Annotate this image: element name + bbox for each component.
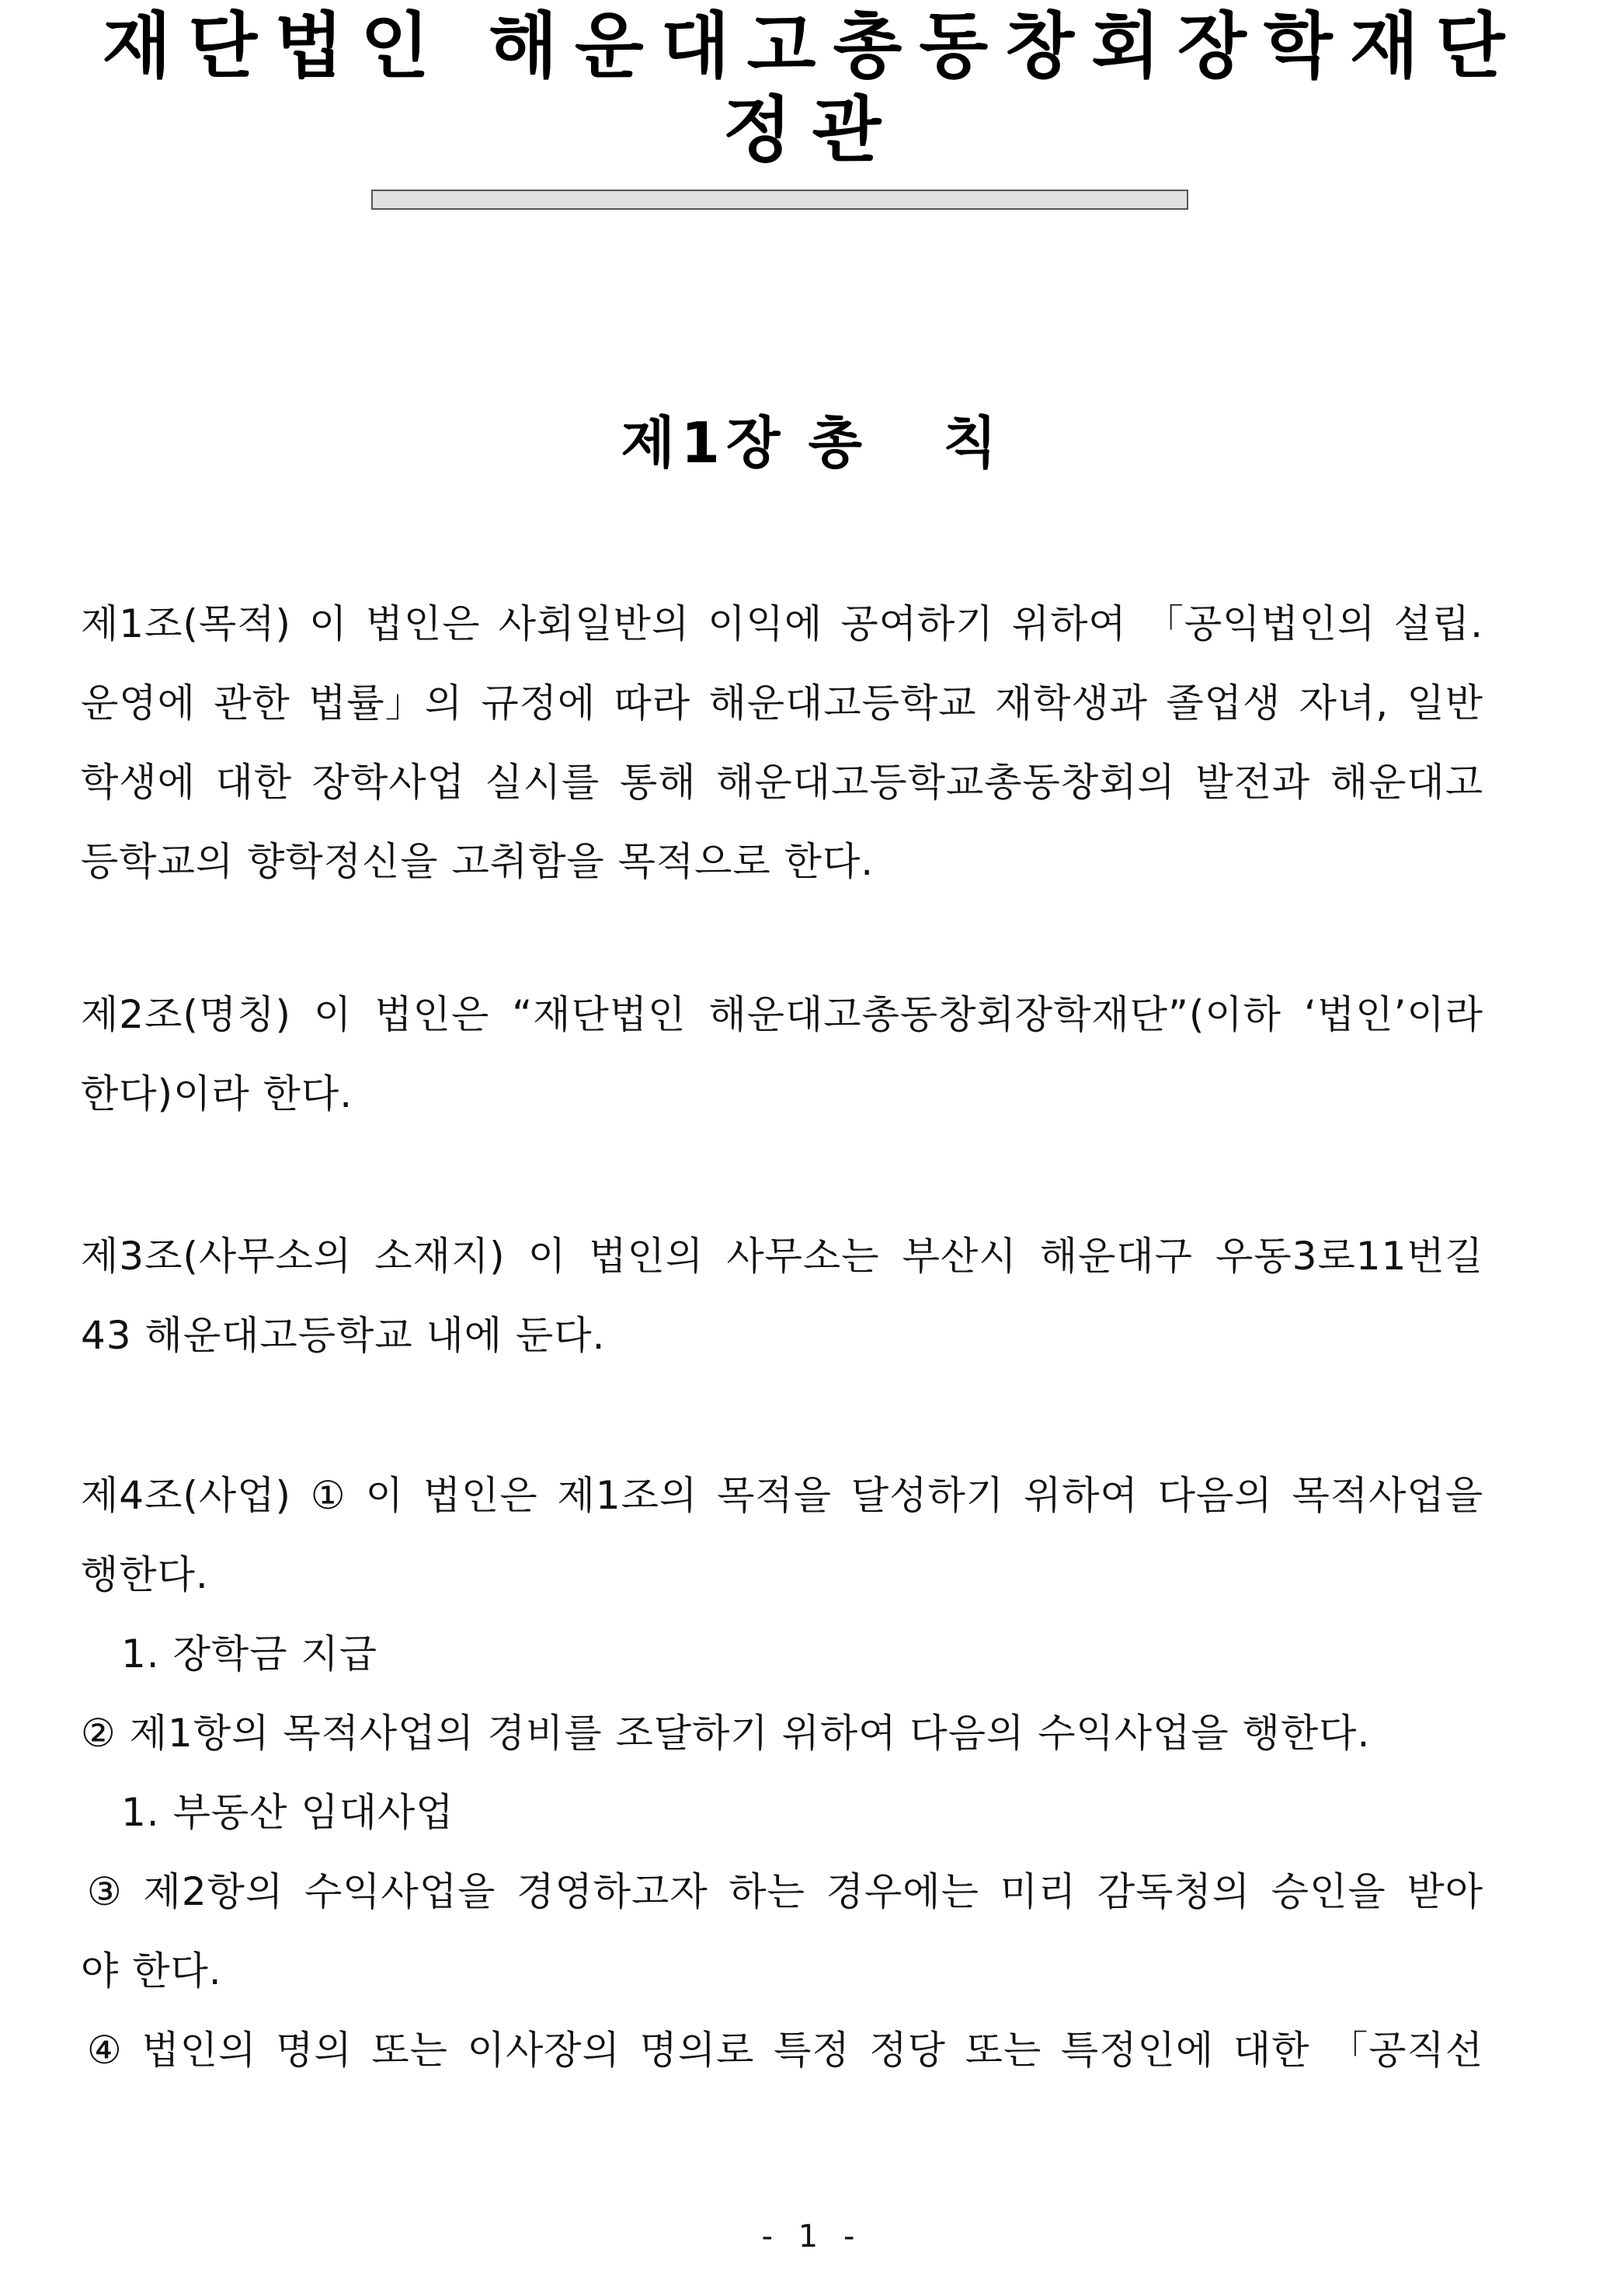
chapter-number: 제1장: [621, 410, 787, 475]
article-4-clause: ④ 법인의 명의 또는 이사장의 명의로 특정 정당 또는 특정인에 대한 「공직선: [87, 2028, 1483, 2073]
article-4-clause: ② 제1항의 목적사업의 경비를 조달하기 위하여 다음의 수익사업을 행한다.: [81, 1711, 1371, 1756]
article-4-line: 제4조(사업) ① 이 법인은 제1조의 목적을 달성하기 위하여 다음의 목적사업을: [81, 1473, 1483, 1518]
article-3: [81, 1217, 1483, 1375]
page-number: - 1 -: [761, 2219, 863, 2254]
document-title-line2: 정관: [722, 89, 902, 172]
article-2: [81, 975, 1483, 1133]
article-1-line: 제1조(목적) 이 법인은 사회일반의 이익에 공여하기 위하여 「공익법인의 설립.: [81, 601, 1483, 646]
article-1: [81, 584, 1483, 901]
article-4-line: 행한다.: [81, 1552, 209, 1597]
article-4: [81, 1456, 1483, 2090]
article-4-item: 1. 부동산 임대사업: [121, 1790, 454, 1835]
title-underline-bar: [371, 190, 1188, 210]
article-3-line: 43 해운대고등학교 내에 둔다.: [81, 1313, 606, 1358]
article-1-line: 운영에 관한 법률」의 규정에 따라 해운대고등학교 재학생과 졸업생 자녀, 일반: [81, 681, 1483, 726]
chapter-heading: [0, 404, 1624, 482]
article-4-item: 1. 장학금 지급: [121, 1631, 377, 1676]
chapter-name-part2: 칙: [943, 410, 1003, 475]
article-2-line: 제2조(명칭) 이 법인은 “재단법인 해운대고총동창회장학재단”(이하 ‘법인’이라: [81, 992, 1483, 1037]
article-1-line: 등학교의 향학정신을 고취함을 목적으로 한다.: [81, 839, 875, 884]
article-3-line: 제3조(사무소의 소재지) 이 법인의 사무소는 부산시 해운대구 우동3로11번길: [81, 1234, 1483, 1279]
document-title-line1: 재단법인 해운대고총동창회장학재단: [102, 5, 1522, 88]
article-2-line: 한다)이라 한다.: [81, 1071, 353, 1116]
article-1-line: 학생에 대한 장학사업 실시를 통해 해운대고등학교총동창회의 발전과 해운대고: [81, 760, 1483, 805]
chapter-name-part1: 총: [808, 410, 869, 475]
article-4-clause: ③ 제2항의 수익사업을 경영하고자 하는 경우에는 미리 감독청의 승인을 받아: [87, 1869, 1483, 1914]
article-4-line: 야 한다.: [81, 1948, 222, 1993]
